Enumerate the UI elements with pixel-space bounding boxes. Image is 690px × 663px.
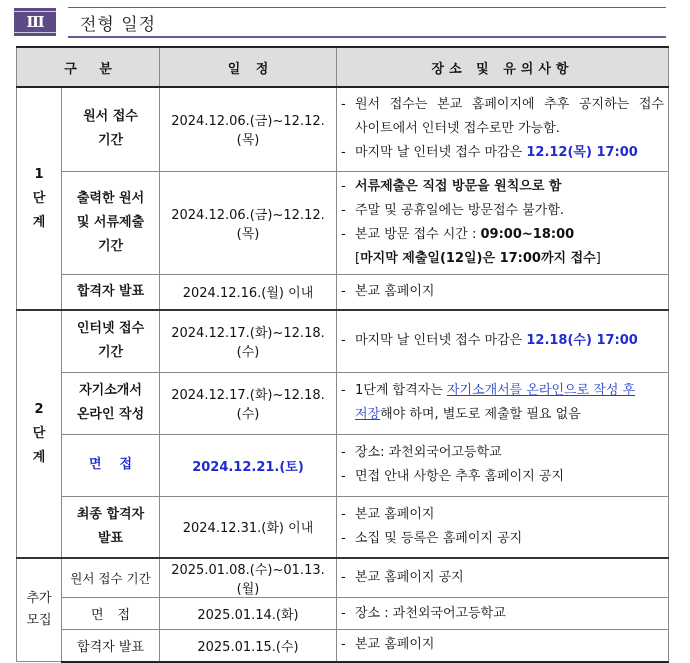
notes-cell: [337, 171, 669, 274]
category-line: 및 서류제출: [76, 214, 145, 230]
table-row: [17, 310, 669, 372]
bracket: ]: [595, 250, 601, 266]
table-row: [17, 171, 669, 274]
table-row: [17, 598, 669, 630]
category-char: 접: [117, 608, 131, 623]
stage-label-line: 1: [34, 166, 44, 182]
date-cell: 2025.01.08.(수)~01.13.(월): [160, 558, 337, 598]
notes-cell: [337, 598, 669, 630]
stage-label-line: 계: [32, 450, 46, 465]
note-text: 마지막 날 인터넷 접수 마감은: [355, 333, 527, 349]
note-text: 서류제출은 직접 방문을 원칙으로 함: [355, 178, 562, 194]
category-char: 접: [119, 457, 133, 472]
category-char: 면: [90, 608, 104, 623]
notes-cell: [337, 372, 669, 434]
note-text: 주말 및 공휴일에는 방문접수 불가함.: [355, 202, 565, 218]
date-cell: 2025.01.14.(화): [160, 598, 337, 630]
category-line: 온라인 작성: [76, 407, 145, 422]
category-line: 합격자 발표: [76, 283, 145, 299]
dash: -: [341, 333, 346, 349]
category-cell: [62, 87, 160, 171]
note-text: 면접 안내 사항은 추후 홈페이지 공지: [355, 469, 565, 484]
header-category-char: 구: [64, 61, 77, 77]
schedule-table: [16, 46, 669, 663]
category-line: 원서 접수: [83, 109, 138, 125]
dash: -: [341, 637, 346, 653]
deadline-highlight: 12.12(목) 17:00: [526, 145, 638, 161]
additional-label: [17, 558, 62, 662]
category-cell: [62, 496, 160, 558]
dash: -: [341, 383, 346, 398]
category-line: 최종 합격자: [76, 506, 145, 522]
stage-label-line: 단: [32, 190, 46, 206]
note-text: 사이트에서 인터넷 접수로만 가능함.: [355, 121, 560, 137]
notes-cell: [337, 87, 669, 171]
table-row: [17, 372, 669, 434]
dash: -: [341, 178, 346, 194]
bracket: [: [355, 250, 361, 266]
section-bottom-rule: [68, 36, 666, 38]
date-cell: 2024.12.06.(금)~12.12.(목): [160, 87, 337, 171]
note-text: 09:00~18:00: [480, 226, 575, 242]
stage-label-line: 2: [34, 402, 44, 417]
dash: -: [341, 469, 346, 484]
note-text: 본교 홈페이지 공지: [355, 570, 464, 585]
category-cell: [62, 310, 160, 372]
date-cell: 2024.12.21.(토): [160, 434, 337, 496]
stage-label-line: 추가: [26, 591, 52, 606]
note-text: 본교 홈페이지: [355, 283, 435, 299]
dash: -: [341, 605, 346, 621]
header-category: [17, 47, 160, 87]
category-line: 출력한 원서: [76, 190, 145, 206]
section-number: Ⅲ: [26, 13, 44, 31]
category-cell: [62, 372, 160, 434]
table-header-row: [17, 47, 669, 87]
category-line: 발표: [97, 530, 124, 546]
category-line: 자기소개서: [79, 383, 142, 398]
note-text: 장소: 과천외국어고등학교: [355, 445, 502, 460]
save-link[interactable]: 저장: [355, 407, 381, 422]
stage-label-line: 모집: [26, 613, 52, 628]
header-notes: [337, 47, 669, 87]
table-row: [17, 434, 669, 496]
table-row: [17, 496, 669, 558]
note-text: 마지막 날 인터넷 접수 마감은: [355, 145, 527, 161]
notes-cell: [337, 496, 669, 558]
category-cell: [62, 434, 160, 496]
stage1-label: [17, 87, 62, 310]
category-char: 면: [88, 457, 102, 472]
note-text: 마지막 제출일(12일)은 17:00까지 접수: [360, 250, 596, 266]
dash: -: [341, 530, 346, 546]
category-line: 기간: [97, 133, 124, 149]
category-cell: [62, 171, 160, 274]
category-cell: [62, 274, 160, 310]
note-text: 해야 하며, 별도로 제출할 필요 없음: [380, 407, 581, 422]
category-line: 인터넷 접수: [76, 321, 145, 337]
dash: -: [341, 202, 346, 218]
dash: -: [341, 226, 346, 242]
table-row: [17, 558, 669, 598]
header-schedule-char: 정: [255, 61, 269, 77]
table-row: [17, 274, 669, 310]
dash: -: [341, 445, 346, 460]
note-text: 본교 방문 접수 시간 :: [355, 226, 481, 242]
deadline-highlight: 12.18(수) 17:00: [526, 333, 638, 349]
date-cell: 2025.01.15.(수): [160, 630, 337, 662]
dash: -: [341, 145, 346, 161]
header-schedule: [160, 47, 337, 87]
section-header: [14, 6, 666, 38]
category-line: 기간: [97, 345, 124, 361]
notes-cell: [337, 310, 669, 372]
date-cell: 2024.12.17.(화)~12.18.(수): [160, 372, 337, 434]
section-number-badge: [14, 8, 56, 36]
notes-cell: [337, 274, 669, 310]
category-cell: [62, 598, 160, 630]
note-text: 본교 홈페이지: [355, 637, 435, 653]
self-intro-link[interactable]: 자기소개서를 온라인으로 작성 후: [446, 383, 636, 398]
dash: -: [341, 506, 346, 522]
note-text: 소집 및 등록은 홈페이지 공지: [355, 530, 523, 546]
section-top-rule: [68, 7, 666, 8]
category-cell: 합격자 발표: [62, 630, 160, 662]
note-text: 원서 접수는 본교 홈페이지에 추후 공지하는 접수: [355, 97, 664, 113]
stage-label-line: 계: [32, 214, 46, 230]
notes-cell: [337, 434, 669, 496]
note-text: 장소 : 과천외국어고등학교: [355, 605, 506, 621]
dash: -: [341, 570, 346, 585]
notes-cell: [337, 558, 669, 598]
section-title: 전형 일정: [80, 15, 157, 35]
notes-cell: [337, 630, 669, 662]
table-row: [17, 87, 669, 171]
note-text: 본교 홈페이지: [355, 506, 435, 522]
table-row: [17, 630, 669, 662]
stage-label-line: 단: [32, 426, 46, 441]
dash: -: [341, 283, 346, 299]
date-cell: 2024.12.06.(금)~12.12.(목): [160, 171, 337, 274]
dash: -: [341, 97, 346, 113]
date-cell: 2024.12.16.(월) 이내: [160, 274, 337, 310]
header-category-char: 분: [99, 61, 112, 77]
header-notes-label: 장소 및 유의사항: [431, 61, 574, 77]
header-schedule-char: 일: [227, 61, 241, 77]
date-cell: 2024.12.31.(화) 이내: [160, 496, 337, 558]
stage2-label: [17, 310, 62, 558]
date-cell: 2024.12.17.(화)~12.18.(수): [160, 310, 337, 372]
note-text: 1단계 합격자는: [355, 383, 447, 398]
category-line: 기간: [97, 238, 124, 254]
category-cell: 원서 접수 기간: [62, 558, 160, 598]
